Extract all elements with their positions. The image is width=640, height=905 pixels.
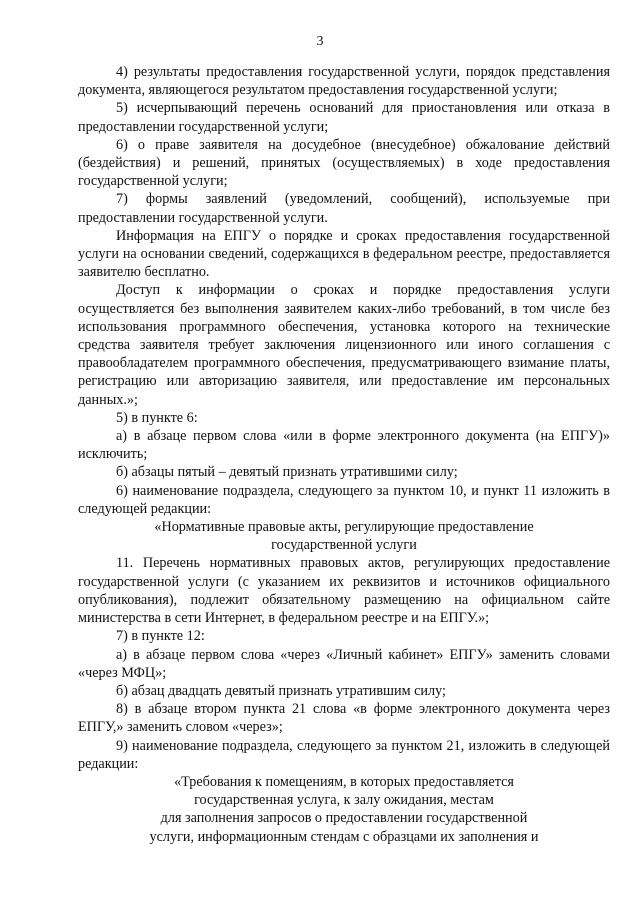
- paragraph-point-5b: б) абзацы пятый – девятый признать утратившими силу;: [116, 464, 458, 481]
- heading-line: «Нормативные правовые акты, регулирующие предоставление: [154, 519, 534, 536]
- paragraph-clause-11: 11. Перечень нормативных правовых актов, регулирующих предоставление государственной услуги (с указанием их реквизитов и источников официального опубликования), подлежит обязательному размещению на официальном сайте министерства в сети Интернет, в федеральном реестре и на ЕПГУ.»;: [78, 555, 610, 627]
- section-heading-normative-acts: [78, 518, 610, 554]
- paragraph-point-5a: а) в абзаце первом слова «или в форме электронного документа (на ЕПГУ)» исключить;: [78, 428, 610, 463]
- document-body: [78, 63, 610, 846]
- paragraph-point-9: 9) наименование подраздела, следующего за пунктом 21, изложить в следующей редакции:: [78, 737, 610, 772]
- heading-line: услуги, информационным стендам с образцами их заполнения и: [149, 828, 539, 845]
- paragraph-item-4-results: 4) результаты предоставления государственной услуги, порядок представления документа, являющегося результатом предоставления государственной услуги;: [78, 64, 610, 99]
- section-heading-premises-requirements: [78, 773, 610, 846]
- paragraph-epgu-info: Информация на ЕПГУ о порядке и сроках предоставления государственной услуги на основании сведений, содержащихся в федеральном реестре, предоставляется заявителю бесплатно.: [78, 227, 610, 281]
- page-number: 3: [316, 34, 324, 49]
- paragraph-item-6-appeal-right: 6) о праве заявителя на досудебное (внесудебное) обжалование действий (бездействия) и решений, принятых (осуществляемых) в ходе предоставления государственной услуги;: [78, 136, 610, 190]
- paragraph-point-6: 6) наименование подраздела, следующего за пунктом 10, и пункт 11 изложить в следующей редакции:: [78, 482, 610, 517]
- paragraph-point-7b: б) абзац двадцать девятый признать утратившим силу;: [116, 682, 446, 699]
- paragraph-point-5: 5) в пункте 6:: [116, 409, 198, 426]
- paragraph-point-7a: а) в абзаце первом слова «через «Личный кабинет» ЕПГУ» заменить словами «через МФЦ»;: [78, 646, 610, 681]
- heading-line: «Требования к помещениям, в которых предоставляется: [174, 773, 514, 790]
- heading-line: государственной услуги: [271, 537, 417, 554]
- paragraph-access-info: Доступ к информации о сроках и порядке предоставления услуги осуществляется без выполнения заявителем каких-либо требований, в том числе без использования программного обеспечения, установка которого на технические средства заявителя требует заключения лицензионного или иного соглашения с правообладателем программного обеспечения, предусматривающего взимание платы, регистрацию или авторизацию заявителя, или предоставление им персональных данных.»;: [78, 282, 610, 408]
- paragraph-point-7: 7) в пункте 12:: [116, 628, 205, 645]
- heading-line: для заполнения запросов о предоставлении государственной: [160, 810, 528, 827]
- paragraph-point-8: 8) в абзаце втором пункта 21 слова «в форме электронного документа через ЕПГУ,» заменить словом «через»;: [78, 701, 610, 736]
- paragraph-item-5-grounds: 5) исчерпывающий перечень оснований для приостановления или отказа в предоставлении государственной услуги;: [78, 100, 610, 135]
- heading-line: государственная услуга, к залу ожидания, местам: [194, 792, 494, 809]
- paragraph-item-7-forms: 7) формы заявлений (уведомлений, сообщений), используемые при предоставлении государственной услуги.: [78, 191, 610, 226]
